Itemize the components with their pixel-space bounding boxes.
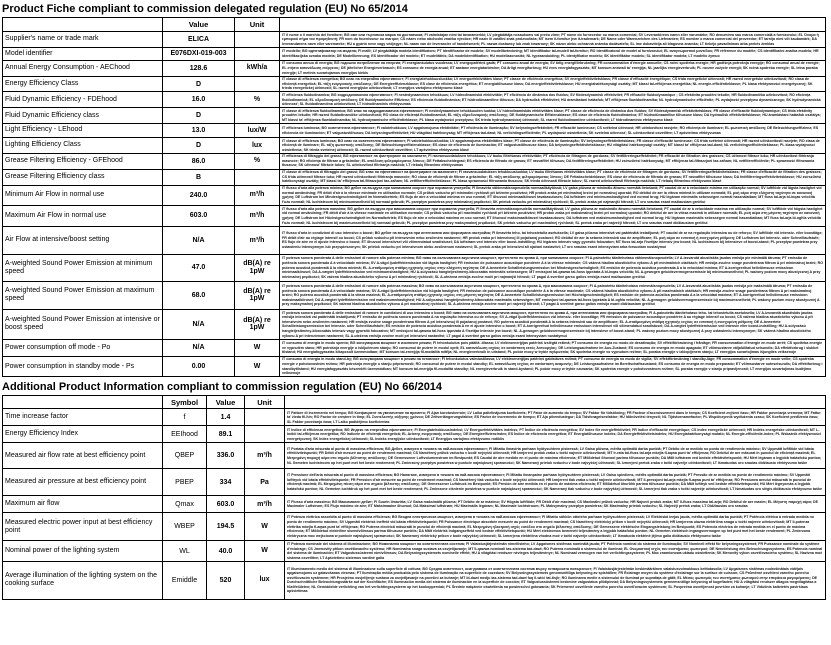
row-value: ELICA bbox=[163, 32, 235, 48]
row-value: 128.6 bbox=[163, 60, 235, 76]
fiche65-row bbox=[3, 32, 826, 48]
fiche66-table bbox=[2, 395, 826, 599]
row-label: Average illumination of the lighting system on the cooking surface bbox=[3, 561, 163, 599]
row-unit: W bbox=[235, 339, 280, 356]
row-translations-note: IT flusso d'aria alla potenza minima; BG дебит на въздуха при минимална скорост при нормална употреба; FI ilmavirta vähimmäisnopeudella normaalikäytössä; LV gaisa plūsma ar minimālo ātrumu normālā lietošanā; PT caudal de ar à velocidade mínima em utilização normal; SV luftflöde vid lägsta hastighet vid normal användning; FR débit d'air à la vitesse minimale en utilisation normale; CS průtok vzduchu při minimální rychlosti při běžném používání; HR protok zraka pri minimalnoj brzini pri normalnoj uporabi; RO debitul de aer la viteza minimă în utilizare normală; EL ροή αέρα στην ελάχιστη ταχύτητα σε κανονική χρήση; DE Luftstrom bei Mindestgeschwindigkeit im Normalbetrieb; ES flujo de aire a velocidad mínima en uso normal; ET õhuvool minimaalkiirusel tavakasutuses; DA luftstrøm ved minimumshastighed ved normal brug; HU légáram minimális sebességen normál használatban; MT fluss tal-arja bl-inqas veloċità f'użu normali; NL luchtstroom bij minimumsnelheid bij normaal gebruik; PL przepływ powietrza przy minimalnej prędkości; SK prietok vzduchu pri minimálnej rýchlosti; SL pretok zraka pri najmanjši hitrosti; LT oro srautas esant mažiausiam greičiui bbox=[280, 185, 826, 205]
row-symbol: Emiddle bbox=[163, 561, 207, 599]
header-blank-cell bbox=[3, 18, 163, 32]
fiche65-row bbox=[3, 138, 826, 154]
fiche66-body bbox=[3, 409, 826, 599]
row-unit: W bbox=[235, 356, 280, 376]
row-unit: m³/h bbox=[235, 185, 280, 205]
fiche66-row bbox=[3, 443, 826, 469]
row-label: Measured air pressure at best efficiency point bbox=[3, 469, 163, 496]
row-translations-note: IT flusso d'aria in condizioni di uso intensivo o boost; BG дебит на въздуха при интензивна или форсирана настройка; FI ilmavirta teho- tai tehostetulla asetuksella; LV gaisa plūsma intensīvā vai paātrinātā iestatījumā; PT caudal de ar na regulação intensiva ou de reforço; SV luftflöde vid intensiv- eller boostläge; FR débit d'air au réglage intensif ou boost; CS průtok vzduchu při intenzivním nebo zesíleném nastavení; HR protok zraka pri intenzivnoj ili pojačanoj postavci; RO debitul de aer la setarea intensivă sau de amplificare; EL ροή αέρα σε εντατική ή ενισχυμένη ρύθμιση; DE Luftstrom bei Intensiv- oder Schnelllaufstufe; ES flujo de aire en el ajuste intensivo o boost; ET õhuvool intensiivsel või võimendatud seadistusel; DA luftstrøm ved intensiv eller boost-indstilling; HU légáram intenzív vagy gyorsító fokozaton; MT fluss tal-arja f'isettjar intensiv jew boost; NL luchtstroom bij intensieve of boost-stand; PL przepływ powietrza przy ustawieniu intensywnym lub przyspieszonym; SK prietok vzduchu pri intenzívnom alebo zosilnenom nastavení; SL pretok zraka pri intenzivni ali ojačani nastavitvi; LT oro srautas esant intensyviam arba forsuotam nustatymui bbox=[280, 226, 826, 254]
row-translations-note: IT efficienza luminosa; BG осветителна ефективност; FI valotehokkuus; LV apgaismojuma efektivitāte; PT eficiência de iluminação; SV belysningseffektivitet; FR efficacité lumineuse; CS světelná účinnost; HR učinkovitost rasvjete; RO eficiența de iluminare; EL φωτιστική απόδοση; DE Beleuchtungseffizienz; ES eficiencia de iluminación; ET valgustustõhusus; DA belysningseffektivitet; HU világítási hatékonyság; MT effiċjenza tad-dawl; NL verlichtingsefficiëntie; PL wydajność oświetlenia; SK svetelná účinnosť; SL učinkovitost osvetlitve; LT apšvietimo efektyvumas bbox=[280, 124, 826, 138]
row-value: 1.4 bbox=[207, 409, 245, 426]
row-value: D bbox=[163, 108, 235, 124]
column-header-unit: Unit bbox=[235, 18, 280, 32]
fiche65-header-row bbox=[3, 18, 826, 32]
fiche65-row bbox=[3, 254, 826, 281]
row-translations-note: IT potenza sonora ponderata A delle emissioni di rumore alla potenza massima; BG ниво на излъчваната акустична мощност, претеглено по крива A, при максимална скорост; FI A-painotettu äänitehotaso enimmäisnopeudella; LV A-izsvarotā akustiskās jaudas emisija pie maksimālā ātruma; PT emissão de potência sonora ponderada A à velocidade máxima; SV A-vägd ljudeffektemission vid högsta hastighet; FR émission de puissance acoustique pondérée A à la vitesse maximale; CS vážená hladina akustického výkonu A při maximálních otáčkách; HR emisija zvučne snage ponderirana filtrom A pri maksimalnoj brzini; RO puterea acustică ponderată A la viteza maximă; EL Α-σταθμισμένη στάθμη ηχητικής ισχύος στη μέγιστη ταχύτητα; DE A-bewertete Schallleistungsemission bei Höchstgeschwindigkeit; ES emisión de potencia acústica ponderada A a la velocidad máxima; ET A-korrigeeritud helivõimsuse emissioon maksimaalkiirusel; DA A-vægtet lydeffektemission ved maksimumshastighed; HU A-súlyozású hangteljesítmény-kibocsátás maximális sebességen; MT emissjoni tal-qawwa tal-ħoss ippeżata A bl-ogħla veloċità; NL A-gewogen geluidsvermogensemissie bij maximumsnelheid; PL ważony poziom mocy akustycznej A przy maksymalnej prędkości; SK vážená hladina akustického výkonu A pri maximálnej rýchlosti; SL A-utežena emisija zvočne moči pri največji hitrosti; LT pagal A svertinė garso galios emisija esant didžiausiam greičiui bbox=[280, 281, 826, 309]
row-label: A-weighted Sound Power Emission at minimum speed bbox=[3, 254, 163, 281]
row-value: E076DXI-019-003 bbox=[163, 47, 235, 60]
row-value: 0.00 bbox=[163, 356, 235, 376]
row-label: Fluid Dynamic Efficiency - FDEhood bbox=[3, 92, 163, 108]
row-value: 336.0 bbox=[207, 443, 245, 469]
fiche65-row bbox=[3, 47, 826, 60]
row-unit bbox=[245, 409, 285, 426]
fiche66-row bbox=[3, 426, 826, 443]
row-translations-note: IT Potenza nominale del sistema di illuminazione; BG Номинална мощност на осветителната система; FI Valaistusjärjestelmän nimellisteho; LV Apgaismes sistēmas nominālā jauda; PT Potência nominal do sistema de iluminação; SV Nominell effekt för belysningssystemet; FR Puissance nominale du système d'éclairage; CS Jmenovitý příkon osvětlovacího systému; HR Nominalna snaga sustava za osvjetljavanje; MT Il-qawwa nominali tas-sistema tad-dawl; RO Puterea nominală a sistemului de iluminat; EL Ονομαστική ισχύς του συστήματος φωτισμού; DE Nennleistung des Beleuchtungssystems; ES Potencia nominal del sistema de iluminación; ET Valgustussüsteemi nimivõimsus; DA Belysningssystemets nominelle effekt; HU A világítási rendszer névleges teljesítménye; NL Nominaal vermogen van het verlichtingssysteem; PL Moc znamionowa układu oświetlenia; SK Menovitý výkon osvetľovacieho systému; SL Nazivna moč sistema osvetlitve; LT Apšvietimo sistemos vardinė galia bbox=[285, 541, 826, 561]
row-unit: m³/h bbox=[235, 205, 280, 226]
row-value: 89.1 bbox=[207, 426, 245, 443]
header-blank-cell bbox=[3, 396, 163, 409]
fiche66-row bbox=[3, 561, 826, 599]
row-label: Model identifier bbox=[3, 47, 163, 60]
fiche65-row bbox=[3, 76, 826, 92]
fiche65-row bbox=[3, 153, 826, 169]
row-label: Grease Filtering Efficiency class bbox=[3, 169, 163, 185]
row-translations-note: IT classe di efficienza di filtraggio dei grassi; BG клас на ефективност на филтриране на мазнините; FI rasvansuodatuksen tehokkuusluokka; LV tauku filtrēšanas efektivitātes klase; PT classe de eficiência de filtragem de gorduras; SV fettfiltreringseffektivitetsklass; FR classe d'efficacité de filtration des graisses; CS třída účinnosti filtrace tuku; HR razred učinkovitosti filtriranja masnoće; RO clasa de eficiență de filtrare a grăsimilor; EL τάξη απόδοσης φιλτραρίσματος λίπους; DE Fettabscheideklasse; ES clase de eficiencia de filtrado de grasas; ET rasvafiltri tõhususe klass; DA fedtfiltreringseffektivitetsklasse; HU zsírszűrési hatékonysági osztály; MT klassi ta' effiċjenza tal-filtrazzjoni tax-xaħam; NL vetfilterefficiëntieklasse; PL klasa sprawności filtrowania tłuszczu; SK trieda účinnosti filtrácie tukov; SL razred učinkovitosti filtriranja maščob; LT riebalų filtravimo efektyvumo klasė bbox=[280, 169, 826, 185]
row-unit: m³/h bbox=[245, 443, 285, 469]
row-value: B bbox=[163, 169, 235, 185]
row-label: Power consumption in standby mode - Ps bbox=[3, 356, 163, 376]
row-unit: m³/h bbox=[245, 496, 285, 513]
row-unit bbox=[235, 108, 280, 124]
row-symbol: WBEP bbox=[163, 513, 207, 541]
row-value: N/A bbox=[163, 309, 235, 339]
row-label: Energy Efficiency Class bbox=[3, 76, 163, 92]
fiche65-title: Product Fiche compliant to commission delegated regulation (EU) No 65/2014 bbox=[2, 3, 408, 15]
row-label: Maximum Air Flow in normal use bbox=[3, 205, 163, 226]
fiche65-row bbox=[3, 205, 826, 226]
row-value: D bbox=[163, 76, 235, 92]
row-value: 520 bbox=[207, 561, 245, 599]
fiche65-row bbox=[3, 185, 826, 205]
row-label: Measured electric power input at best efficiency point bbox=[3, 513, 163, 541]
row-label: Power consumption off mode - Po bbox=[3, 339, 163, 356]
column-header-value: Value bbox=[163, 18, 235, 32]
row-value: 13.0 bbox=[163, 124, 235, 138]
fiche65-header bbox=[3, 18, 826, 32]
row-unit: W bbox=[245, 541, 285, 561]
fiche65-row bbox=[3, 309, 826, 339]
row-value: N/A bbox=[163, 339, 235, 356]
row-symbol: Qmax bbox=[163, 496, 207, 513]
row-unit bbox=[235, 76, 280, 92]
row-value: 194.5 bbox=[207, 513, 245, 541]
row-label: Fluid Dynamic Efficiency class bbox=[3, 108, 163, 124]
header-blank-cell bbox=[285, 396, 826, 409]
row-translations-note: IT efficienza fluidodinamica; BG хидродинамична ефективност; FI nestedynaaminen tehokkuus; LV hidrodinamiskā efektivitāte; PT eficiência de dinâmica dos fluidos; SV flödesdynamisk effektivitet; FR efficacité fluidodynamique ; CS efektivita proudění tekutin; HR fluidodinamička učinkovitost; RO eficiența fluidodinamică; EL υδροδυναμική απόδοση; DE fluiddynamische Effizienz; ES eficiencia fluidodinámica; ET hüdrodünaamiline tõhusus; DA hydraulisk effektivitet; HU áramlástani hatásfok; MT effiċjenza fluwidodinamika; NL hydrodynamische efficiëntie; PL wydajność przepływu dynamicznego; SK hydrodynamická účinnosť; SL fluidodinamična učinkovitost; LT hidrodinaminis efektyvumas bbox=[280, 92, 826, 108]
fiche65-row bbox=[3, 281, 826, 309]
row-translations-note: IT Illuminamento medio del sistema di illuminazione sulla superficie di cottura; BG Средна осветеност, осигурявана от осветителната система върху готварската повърхност; FI Valaistusjärjestelmän keskimääräinen valaistusvoimakkuus keittotasolla; LV Apgaismes sistēmas nodrošinātais vidējais apgaismojums uz gatavošanas virsmas; PT Iluminação média produzida pelo sistema de iluminação na superfície de cozedura; SV Belysningssystemets genomsnittliga belysning av spishällen; FR Éclairage moyen du système d'éclairage sur la surface de cuisson; CS Průměrné osvětlení varného povrchu osvětlovacím systémem; HR Prosječno osvjetljenje sustava za osvjetljavanje na površini za kuhanje; MT Id-dawl medju tas-sistema tad-dawl fuq il-wiċċ tat-tisjir; RO Iluminarea medie a sistemului de iluminat pe suprafața de gătit; EL Μέσος φωτισμός του συστήματος φωτισμού στην επιφάνεια μαγειρέματος; DE Durchschnittliche Beleuchtungsstärke auf der Kochfläche; ES Iluminación media del sistema de iluminación en la superficie de cocción; ET Valgustussüsteemi keskmine valgustatus pliidipinnal; DA Belysningssystemets gennemsnitlige belysning af kogefladen; HU A világítási rendszer átlagos megvilágítása a főzőfelületen; NL Gemiddelde verlichting van het verlichtingssysteem op het kookoppervlak; PL Średnie natężenie oświetlenia na powierzchni gotowania; SK Priemerné osvetlenie varného povrchu osvetľovacím systémom; SL Povprečna osvetljenost površine za kuhanje; LT Vidutinis kaitvietės paviršiaus apšvietimas bbox=[285, 561, 826, 599]
row-translations-note: IT classe di efficienza fluidodinamica; BG клас на хидродинамична ефективност; FI nestedynaamisen tehokkuuden luokka; LV hidrodinamiskās efektivitātes klase; PT classe de eficiência de dinâmica dos fluidos; SV flödesdynamisk effektivitetsklass; FR classe d'efficacité fluidodynamique; CS třída efektivity proudění tekutin; HR razred fluidodinamičke učinkovitosti; RO clasa de eficiență fluidodinamică; EL τάξη υδροδυναμικής απόδοσης; DE fluiddynamische Effizienzklasse; ES clase de eficiencia fluidodinámica; ET hüdrodünaamilise tõhususe klass; DA hydraulisk effektivitetsklasse; HU áramlástani hatásfok osztálya; MT klassi ta' effiċjenza fluwidodinamika; NL hydrodynamische efficiëntieklasse; PL klasa wydajności przepływu; SK trieda hydrodynamickej účinnosti; SL razred fluidodinamične učinkovitosti; LT hidrodinaminio efektyvumo klasė bbox=[280, 108, 826, 124]
row-unit: lux/W bbox=[235, 124, 280, 138]
row-label: Annual Energy Consumption - AEChood bbox=[3, 60, 163, 76]
row-label: A-weighted Sound Power Emission at maximum speed bbox=[3, 281, 163, 309]
row-label: Supplier's name or trade mark bbox=[3, 32, 163, 48]
row-symbol: PBEP bbox=[163, 469, 207, 496]
row-translations-note: IT efficienza di filtraggio dei grassi; BG ефективност на филтриране на мазнините; FI rasvansuodatuksen tehokkuus; LV tauku filtrēšanas efektivitāte; PT eficiência de filtragem de gorduras; SV fettfiltreringseffektivitet; FR efficacité de filtration des graisses; CS účinnost filtrace tuku; HR učinkovitost filtriranja masnoće; RO eficiența de filtrare a grăsimilor; EL απόδοση φιλτραρίσματος λίπους; DE Fettabscheidegrad; ES eficiencia de filtrado de grasas; ET rasvafiltri tõhusus; DA fedtfiltreringseffektivitet; HU zsírszűrési hatékonyság; MT effiċjenza tal-filtrazzjoni tax-xaħam; NL vetfilterefficiëntie; PL sprawność filtrowania tłuszczu; SK účinnosť filtrácie tukov; SL učinkovitost filtriranja maščob; LT riebalų filtravimo efektyvumas bbox=[280, 153, 826, 169]
row-label: Lighting Efficiency Class bbox=[3, 138, 163, 154]
row-label: Grease Filtering Efficiency - GFEhood bbox=[3, 153, 163, 169]
fiche66-title: Additional Product Information compliant to commission regulation (EU) No 66/2014 bbox=[2, 381, 443, 394]
fiche65-row bbox=[3, 108, 826, 124]
row-unit bbox=[235, 169, 280, 185]
row-unit bbox=[235, 32, 280, 48]
fiche65-body bbox=[3, 32, 826, 377]
header-blank-cell bbox=[280, 18, 826, 32]
row-value: N/A bbox=[163, 226, 235, 254]
fiche65-row bbox=[3, 339, 826, 356]
row-value: 86.0 bbox=[163, 153, 235, 169]
row-value: 334 bbox=[207, 469, 245, 496]
fiche65-row bbox=[3, 226, 826, 254]
row-translations-note: IT Portata d'aria misurata al punto di massima efficienza; BG Дебит, измерен в точката на най-висока ефективност; FI Mitattu ilmavirta parhaan hyötysuhteen pisteessä; LV Gaisa plūsma, mērīta optimālā darba punktā; PT Débito de ar medido no ponto de rendimento máximo; SV Uppmätt luftflöde vid bästa effektivitetspunkt; FR Débit d'air mesuré au point de rendement maximal; CS Naměřený průtok vzduchu v bodě nejvyšší účinnosti; HR Izmjereni protok zraka u točki najveće učinkovitosti; MT Ir-rata tal-fluss tal-arja mkejla fl-aqwa punt ta' effiċjenza; RO Debitul de aer măsurat în punctul de eficiență maximă; EL Μετρημένη παροχή αέρα στο σημείο βέλτιστης απόδοσης; DE Gemessener Luftvolumenstrom im Bestpunkt; ES Caudal de aire medido en el punto de máxima eficiencia; ET Mõõdetud õhuvool parima tõhususe punktis; DA Målt luftstrøm ved bedste effektivitetspunkt; HU Mért légáram a legjobb hatásfokú ponton; NL Gemeten luchtstroom op het punt met het beste rendement; PL Zmierzony przepływ powietrza w punkcie największej sprawności; SK Nameraný prietok vzduchu v bode najvyššej účinnosti; SL Izmerjeni pretok zraka v točki največje učinkovitosti; LT Išmatuotas oro srautas didžiausio efektyvumo taške bbox=[285, 443, 826, 469]
fiche65-row bbox=[3, 60, 826, 76]
column-header-symbol: Symbol bbox=[163, 396, 207, 409]
row-value: D bbox=[163, 138, 235, 154]
row-unit: lux bbox=[245, 561, 285, 599]
row-symbol: f bbox=[163, 409, 207, 426]
row-unit bbox=[235, 47, 280, 60]
fiche65-row bbox=[3, 92, 826, 108]
fiche66-row bbox=[3, 469, 826, 496]
row-translations-note: IT modello; BG идентификатор на модела; FI malli; LV piegādātāja modeļa identifikators; PT identificador de modelo; SV modellbeteckning; MT identifikatur tal-mudell tal-fornitur; RO identificatorul de model al furnizorului; EL αναγνωριστικό μοντέλου; FR référence du modèle; CS identifikační značka modelu; HR identifikacijska oznaka modela; DE Modellkennung; ES identificador del modelo; ET mudelitähis; DA modelidentifikation; HU modellazonosító; NL typeaanduiding; PL identyfikator modelu; SK identifikátor modelu; SL identifikator modela; LT modelio žymuo bbox=[280, 47, 826, 60]
fiche65-row bbox=[3, 124, 826, 138]
fiche65-row bbox=[3, 169, 826, 185]
row-value: 68.0 bbox=[163, 281, 235, 309]
row-unit: m³/h bbox=[235, 226, 280, 254]
row-unit: dB(A) re 1pW bbox=[235, 254, 280, 281]
row-unit: lux bbox=[235, 138, 280, 154]
row-translations-note: IT flusso d'aria alla potenza massima; BG дебит на въздуха при максимална скорост при нормална употреба; FI ilmavirta enimmäisnopeudella normaalikäytössä; LV gaisa plūsma ar maksimālo ātrumu normālā lietošanā; PT caudal de ar à velocidade máxima em utilização normal; SV luftflöde vid högsta hastighet vid normal användning; FR débit d'air à la vitesse maximale en utilisation normale; CS průtok vzduchu při maximální rychlosti při běžném používání; HR protok zraka pri maksimalnoj brzini pri normalnoj uporabi; RO debitul de aer la viteza maximă în utilizare normală; EL ροή αέρα στη μέγιστη ταχύτητα σε κανονική χρήση; DE Luftstrom bei Höchstgeschwindigkeit im Normalbetrieb; ES flujo de aire a velocidad máxima en uso normal; ET õhuvool maksimaalkiirusel tavakasutuses; DA luftstrøm ved maksimumshastighed ved normal brug; HU légáram maximális sebességen normál használatban; MT fluss tal-arja bl-ogħla veloċità f'użu normali; NL luchtstroom bij maximumsnelheid bij normaal gebruik; PL przepływ powietrza przy maksymalnej prędkości; SK prietok vzduchu pri maximálnej rýchlosti; SL pretok zraka pri največji hitrosti; LT oro srautas esant didžiausiam greičiui bbox=[280, 205, 826, 226]
fiche66-header bbox=[3, 396, 826, 409]
row-symbol: QBEP bbox=[163, 443, 207, 469]
column-header-value: Value bbox=[207, 396, 245, 409]
row-symbol: EEIhood bbox=[163, 426, 207, 443]
row-value: 603.0 bbox=[207, 496, 245, 513]
row-unit: W bbox=[245, 513, 285, 541]
row-translations-note: IT il nome o il marchio del fornitore; BG име или търговска марка на доставчика; FI valmistajan nimi tai tavaramerkki; LV piegādātāja nosaukums vai preču zīme; PT nome do fornecedor ou marca comercial; SV Leverantörens namn eller varumärke; RO denumirea sau marca comercială a furnizorului; EL Όνομα ή εμπορικό σήμα του προμηθευτή; FR nom du fournisseur ou marque; CS název nebo obchodní značka výrobce; HR naziv ili zaštitni znak proizvođača; MT isem il-fornitur jew it-trademark; DE Name oder Warenzeichen des Lieferanten; ES nombre o marca comercial del proveedor; ET tarnija nimi või kaubamärk; DA leverandørens navn eller varemærke; HU a gyártó neve vagy védjegye; NL naam van de leverancier of handelsmerk; PL nazwa dostawcy lub znak towarowy; SK názov alebo ochranná známka dodávateľa; SL ime dobavitelja ali blagovna znamka; LT tiekėjo pavadinimas arba prekės ženklas bbox=[280, 32, 826, 48]
row-unit: Pa bbox=[245, 469, 285, 496]
row-unit: kWh/a bbox=[235, 60, 280, 76]
fiche66-row bbox=[3, 409, 826, 426]
row-translations-note: IT consumo di energia in modo spento; BG консумирана мощност в изключен режим; FI tehonkulutus pois päältä -tilassa; LV elektroenerģijas patēriņš izslēgtā režīmā; PT consumo de energia no modo de desativação; SV effektförbrukning i frånläge; FR consommation d'énergie en mode arrêt; CS spotřeba energie ve vypnutém stavu; HR potrošnja energije u isključenom stanju; RO consumul de putere în modul oprit; EL κατανάλωση ισχύος σε κατάσταση εκτός λειτουργίας; DE Leistungsaufnahme im Aus-Zustand; ES consumo de energía en modo apagado; ET võimsustarve väljalülitatud seisundis; DA effektforbrug i slukket tilstand; HU energiafogyasztás kikapcsolt üzemmódban; MT konsum tal-enerġija fil-modalità mitfija; NL energieverbruik in uitstand; PL pobór mocy w trybie wyłączenia; SK spotreba energie vo vypnutom režime; SL poraba energije v izklopljenem stanju; LT energijos suvartojimas išjungties veiksenoje bbox=[280, 339, 826, 356]
row-label: Measured air flow rate at best efficiency point bbox=[3, 443, 163, 469]
row-label: Maximum air flow bbox=[3, 496, 163, 513]
row-translations-note: IT potenza sonora ponderata A delle emissioni di rumore in condizioni di uso intensivo o boost; BG ниво на излъчваната акустична мощност, претеглено по крива A, при интензивна или форсирана настройка; FI A-painotettu äänitehotaso teho- tai tehostetulla asetuksella; LV A-izsvarotā akustiskās jaudas emisija intensīvā vai paātrinātā iestatījumā; PT emissão de potência sonora ponderada A na regulação intensiva ou de reforço; SV A-vägd ljudeffektemission vid intensiv- eller boostläge; FR émission de puissance acoustique pondérée A au réglage intensif ou boost; CS vážená hladina akustického výkonu A při intenzivním nebo zesíleném nastavení; HR emisija zvučne snage ponderirana filtrom A pri intenzivnoj ili pojačanoj postavci; RO puterea acustică ponderată A la setarea intensivă sau de amplificare; EL Α-σταθμισμένη στάθμη ηχητικής ισχύος σε εντατική ή ενισχυμένη ρύθμιση; DE A-bewertete Schallleistungsemission bei Intensiv- oder Schnelllaufstufe; ES emisión de potencia acústica ponderada A en el ajuste intensivo o boost; ET A-korrigeeritud helivõimsuse emissioon intensiivsel või võimendatud seadistusel; DA A-vægtet lydeffektemission ved intensiv eller boost-indstilling; HU A-súlyozású hangteljesítmény-kibocsátás intenzív vagy gyorsító fokozaton; MT emissjoni tal-qawwa tal-ħoss ippeżata A f'isettjar intensiv jew boost; NL A-gewogen geluidsvermogensemissie bij intensieve of boost-stand; PL ważony poziom mocy akustycznej A przy ustawieniu intensywnym; SK vážená hladina akustického výkonu A pri intenzívnom nastavení; SL A-utežena emisija zvočne moči pri intenzivni nastavitvi; LT pagal A svertinė garso galios emisija esant intensyviam nustatymui bbox=[280, 309, 826, 339]
row-translations-note: IT Potenza elettrica assorbita al punto di massima efficienza; BG Входна електрическа мощност, измерена в точката на най-висока ефективност; FI Mitattu sähkön ottoteho parhaan hyötysuhteen pisteessä; LV Elektriskā ieejas jauda, mērīta optimālā darba punktā; PT Potência elétrica à entrada medida no ponto de rendimento máximo; SV Uppmätt elektrisk ineffekt vid bästa effektivitetspunkt; FR Puissance électrique absorbée mesurée au point de rendement maximal; CS Naměřený elektrický příkon v bodě nejvyšší účinnosti; HR Izmjerena ulazna električna snaga u točki najveće učinkovitosti; MT Il-potenza elettrika mkejla fl-aqwa punt ta' effiċjenza; RO Puterea electrică măsurată în punctul de eficiență maximă; EL Μετρημένη ηλεκτρική ισχύς εισόδου στο σημείο βέλτιστης απόδοσης; DE Gemessene elektrische Eingangsleistung im Bestpunkt; ES Potencia eléctrica de entrada medida en el punto de máxima eficiencia; ET Mõõdetud elektriline sisendvõimsus parima tõhususe punktis; DA Målt elektrisk indgangseffekt ved bedste effektivitetspunkt; HU Mért elektromos bemeneti teljesítmény a legjobb hatásfokú ponton; NL Gemeten elektrisch ingangsvermogen op het punt met het beste rendement; PL Zmierzona elektryczna moc wejściowa w punkcie największej sprawności; SK Nameraný elektrický príkon v bode najvyššej účinnosti; SL Izmerjena električna vhodna moč v točki največje učinkovitosti; LT Išmatuota elektrinė įėjimo galia didžiausio efektyvumo taške bbox=[285, 513, 826, 541]
row-label: Energy Efficiency Index bbox=[3, 426, 163, 443]
row-unit: % bbox=[235, 153, 280, 169]
row-value: 40.0 bbox=[207, 541, 245, 561]
fiche65-table bbox=[2, 17, 826, 377]
row-unit bbox=[245, 426, 285, 443]
row-value: 16.0 bbox=[163, 92, 235, 108]
row-translations-note: IT Pressione dell'aria misurata al punto di massima efficienza; BG Налягане, измерено в точката на най-висока ефективност; FI Mitattu ilmanpaine parhaan hyötysuhteen pisteessä; LV Gaisa spiediens, mērīts optimālā darba punktā; PT Pressão de ar medida no ponto de rendimento máximo; SV Uppmätt lufttryck vid bästa effektivitetspunkt; FR Pression d'air mesurée au point de rendement maximal; CS Naměřený tlak vzduchu v bodě nejvyšší účinnosti; HR Izmjereni tlak zraka u točki najveće učinkovitosti; MT Il-pressjoni tal-arja mkejla fl-aqwa punt ta' effiċjenza; RO Presiunea aerului măsurată în punctul de eficiență maximă; EL Μετρημένη πίεση αέρα στο σημείο βέλτιστης απόδοσης; DE Gemessener Luftdruck im Bestpunkt; ES Presión de aire medida en el punto de máxima eficiencia; ET Mõõdetud õhurõhk parima tõhususe punktis; DA Målt lufttryk ved bedste effektivitetspunkt; HU Mért légnyomás a legjobb hatásfokú ponton; NL Gemeten luchtdruk op het punt met het beste rendement; PL Zmierzone ciśnienie powietrza w punkcie największej sprawności; SK Nameraný tlak vzduchu v bode najvyššej účinnosti; SL Izmerjeni tlak zraka v točki največje učinkovitosti; LT Išmatuotas oro slėgis didžiausio efektyvumo taške bbox=[285, 469, 826, 496]
row-label: Air Flow at intensive/boost setting bbox=[3, 226, 163, 254]
row-label: Nominal power of the lighting system bbox=[3, 541, 163, 561]
fiche66-row bbox=[3, 513, 826, 541]
row-translations-note: IT Fattore di incremento nel tempo; BG Коефициент на увеличение на времето; FI Ajan korotuskerroin; LV Laika palielinājuma koeficients; PT Fator de aumento do tempo; SV Faktor för tidsökning; FR Facteur d'accroissement dans le temps; CS Koeficient zvýšení času; HR Faktor povećanja vremena; MT Fattur ta' żieda fil-ħin; RO Factor de creștere în timp; EL Συντελεστής αύξησης χρόνου; DE Zeitverlängerungsfaktor; ES Factor de incremento de tiempo; ET Aja pikendustegur; DA Tidsforøgelsesfaktor; HU Időnövelési tényező; NL Tijdstoenamefactor; PL Współczynnik wydłużenia czasu; SK Koeficient predĺženia času; SL Faktor povečanja časa; LT Laiko padidėjimo koeficientas bbox=[285, 409, 826, 426]
fiche65-row bbox=[3, 356, 826, 376]
column-header-unit: Unit bbox=[245, 396, 285, 409]
row-symbol: WL bbox=[163, 541, 207, 561]
row-translations-note: IT Flusso d'aria massimo; BG Максимален дебит; FI Suurin ilmavirta; LV Gaisa maksimālā plūsma; PT Débito de ar máximo; SV Högsta luftflöde; FR Débit d'air maximal; CS Maximální průtok vzduchu; HR Najveći protok zraka; MT Il-fluss massimu tal-arja; RO Debitul de aer maxim; EL Μέγιστη παροχή αέρα; DE Maximaler Luftstrom; ES Flujo máximo de aire; ET Maksimaalne õhuvool; DA Maksimal luftstrøm; HU Maximális légáram; NL Maximale luchtstroom; PL Maksymalny przepływ powietrza; SK Maximálny prietok vzduchu; SL Največji pretok zraka; LT Didžiausias oro srautas bbox=[285, 496, 826, 513]
row-label: Minimum Air Flow in normal use bbox=[3, 185, 163, 205]
row-value: 47.0 bbox=[163, 254, 235, 281]
row-label: Time increase factor bbox=[3, 409, 163, 426]
fiche66-header-row bbox=[3, 396, 826, 409]
row-translations-note: IT classe di efficienza luminosa; BG клас на осветителна ефективност; FI valotehokkuusluokka; LV apgaismojuma efektivitātes klase; PT classe de eficiência de iluminação; SV belysningseffektivitetsklass; FR classe d'efficacité lumineuse; CS třída světelné účinnosti; HR razred učinkovitosti rasvjete; RO clasa de eficiență de iluminare; EL τάξη φωτιστικής απόδοσης; DE Beleuchtungseffizienzklasse; ES clase de eficiencia de iluminación; ET valgustustõhususe klass; DA belysningseffektivitetsklasse; HU világítási hatékonysági osztály; MT klassi ta' effiċjenza tad-dawl; NL verlichtingsefficiëntieklasse; PL klasa wydajności oświetlenia; SK trieda svetelnej účinnosti; SL razred učinkovitosti osvetlitve; LT apšvietimo efektyvumo klasė bbox=[280, 138, 826, 154]
row-value: 240.0 bbox=[163, 185, 235, 205]
row-translations-note: IT Indice di efficienza energetica; BG Индекс на енергийна ефективност; FI Energiatehokkuusindeksi; LV Energoefektivitātes indekss; PT Índice de eficiência energética; SV Index för energieffektivitet; FR Indice d'efficacité énergétique; CS Index energetické účinnosti; HR Indeks energetske učinkovitosti; MT L-Indiċi tal-effiċjenza enerġetika; RO Indicele de eficiență energetică; EL Δείκτης ενεργειακής απόδοσης; DE Energieeffizienzindex; ES Índice de eficiencia energética; ET Energiatõhususe indeks; DA Energieffektivitetsindeks; HU Energiahatékonysági mutató; NL Energie-efficiëntie-index; PL Wskaźnik efektywności energetycznej; SK Index energetickej účinnosti; SL Indeks energijske učinkovitosti; LT Energijos vartojimo efektyvumo rodiklis bbox=[285, 426, 826, 443]
row-translations-note: IT potenza sonora ponderata A delle emissioni di rumore alla potenza minima; BG ниво на излъчваната акустична мощност, претеглено по крива A, при минимална скорост; FI A-painotettu äänitehotaso vähimmäisnopeudella; LV A-izsvarotā akustiskās jaudas emisija pie minimālā ātruma; PT emissão de potência sonora ponderada A à velocidade mínima; SV A-vägd ljudeffektemission vid lägsta hastighet; FR émission de puissance acoustique pondérée A à la vitesse minimale; CS vážená hladina akustického výkonu A při minimálních otáčkách; HR emisija zvučne snage ponderirana filtrom A pri minimalnoj brzini; RO puterea acustică ponderată A la viteza minimă; EL Α-σταθμισμένη στάθμη ηχητικής ισχύος στην ελάχιστη ταχύτητα; DE A-bewertete Schallleistungsemission bei Mindestgeschwindigkeit; ES emisión de potencia acústica ponderada A a la velocidad mínima; ET A-korrigeeritud helivõimsuse emissioon minimaalkiirusel; DA A-vægtet lydeffektemission ved minimumshastighed; HU A-súlyozású hangteljesítmény-kibocsátás minimális sebességen; MT emissjoni tal-qawwa tal-ħoss ippeżata A bl-inqas veloċità; NL A-gewogen geluidsvermogensemissie bij minimumsnelheid; PL ważony poziom mocy akustycznej A przy minimalnej prędkości; SK vážená hladina akustického výkonu A pri minimálnej rýchlosti; SL A-utežena emisija zvočne moči pri najmanjši hitrosti; LT pagal A svertinė garso galios emisija esant mažiausiam greičiui bbox=[280, 254, 826, 281]
fiche66-row bbox=[3, 496, 826, 513]
row-value: 603.0 bbox=[163, 205, 235, 226]
row-unit: % bbox=[235, 92, 280, 108]
row-unit: dB(A) re 1pW bbox=[235, 309, 280, 339]
row-unit: dB(A) re 1pW bbox=[235, 281, 280, 309]
row-label: Light Efficiency - LEhood bbox=[3, 124, 163, 138]
row-translations-note: IT consumo annuo di energia; BG годишно потребление на енергия; FI energiankulutus vuodessa; LV energopatēriņš gadā; PT consumo anual de energia; SV årlig energiförbrukning; FR consommation d'énergie annuelle; CS roční spotřeba energie; HR godišnja potrošnja energije; RO consumul anual de energie; EL ετήσια κατανάλωση ενέργειας; DE jährlicher Energieverbrauch; ES consumo de energía anual; ET aastane energiatarbimine; DA årligt energiforbrug; HU éves energiafogyasztás; MT konsum annwali ta' enerġija; NL jaarlijks energieverbruik; PL roczne zużycie energii; SK ročná spotreba energie; SL letna poraba energije; LT metinis suvartojamos energijos kiekis bbox=[280, 60, 826, 76]
row-translations-note: IT classe di efficienza energetica; BG клас на енергийна ефективност; FI energiatehokkuusluokka; LV energoefektivitātes klase; PT classe de eficiência energética; SV energieffektivitetsklass; FR classe d'efficacité énergétique; CS třída energetické účinnosti; HR razred energetske učinkovitosti; RO clasa de eficiență energetică; EL τάξη ενεργειακής απόδοσης; DE Energieeffizienzklasse; ES clase de eficiencia energética; ET energiatõhususe klass; DA energieffektivitetsklasse; HU energiahatékonysági osztály; MT klassi tal-effiċjenza enerġetika; NL energie-efficiëntieklasse; PL klasa efektywności energetycznej; SK trieda energetickej účinnosti; SL razred energijske učinkovitosti; LT energijos vartojimo efektyvumo klasė bbox=[280, 76, 826, 92]
fiche66-row bbox=[3, 541, 826, 561]
row-label: A-weighted Sound Power Emission at intensive or boost speed bbox=[3, 309, 163, 339]
row-translations-note: IT consumo di energia in modo stand-by; BG консумирана мощност в режим на готовност; FI tehonkulutus valmiustilassa; LV elektroenerģijas patēriņš gaidstāves režīmā; PT consumo de energia no modo de vigília; SV effektförbrukning i standby-läge; FR consommation d'énergie en mode veille; CS spotřeba energie v pohotovostním režimu; HR potrošnja energije u stanju pripravnosti; RO consumul de putere în modul standby; EL κατανάλωση ισχύος σε κατάσταση αναμονής; DE Leistungsaufnahme im Bereitschaftszustand; ES consumo de energía en modo preparado; ET võimsustarve ooteseisundis; DA effektforbrug i standbytilstand; HU energiafogyasztás készenléti üzemmódban; MT konsum tal-enerġija fil-modalità standby; NL energieverbruik in stand-bystand; PL pobór mocy w trybie czuwania; SK spotreba energie v pohotovostnom režime; SL poraba energije v stanju pripravljenosti; LT energijos suvartojimas budėjimo veiksenoje bbox=[280, 356, 826, 376]
